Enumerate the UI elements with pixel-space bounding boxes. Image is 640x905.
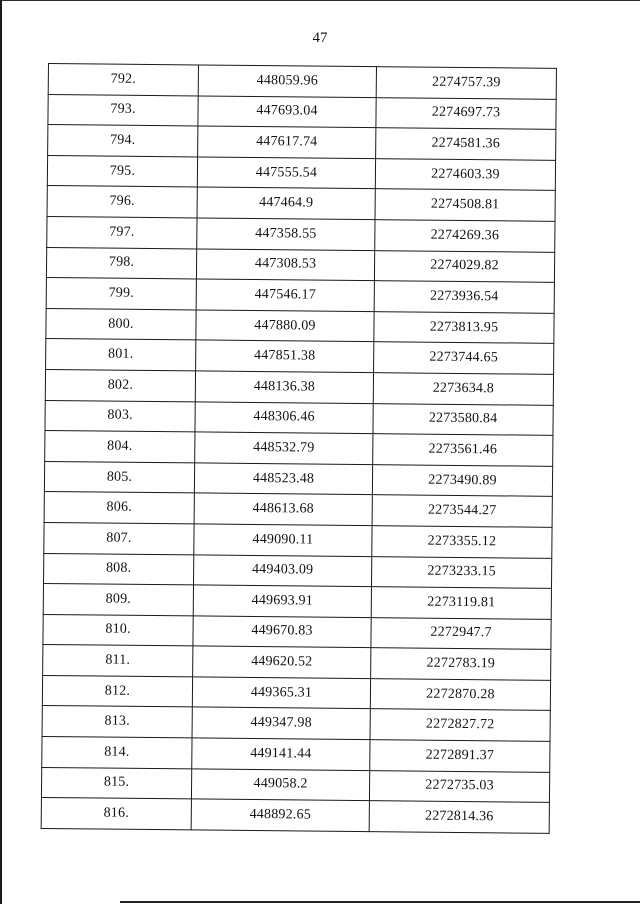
table-row <box>41 767 549 802</box>
point-number-cell: 810. <box>43 614 193 646</box>
y-coordinate-cell: 2273490.89 <box>372 464 552 496</box>
y-coordinate-cell: 2274757.39 <box>376 67 556 99</box>
y-coordinate-cell: 2272783.19 <box>371 648 551 680</box>
point-number-cell: 805. <box>44 461 194 493</box>
x-coordinate-cell: 449403.09 <box>193 554 371 586</box>
y-coordinate-cell: 2274581.36 <box>376 128 556 160</box>
coordinates-table-wrapper <box>41 63 556 834</box>
table-row <box>43 614 551 649</box>
point-number-cell: 811. <box>43 645 193 677</box>
table-row <box>47 216 555 251</box>
x-coordinate-cell: 447546.17 <box>196 279 374 311</box>
y-coordinate-cell: 2274697.73 <box>376 97 556 129</box>
point-number-cell: 806. <box>44 492 194 524</box>
point-number-cell: 802. <box>45 369 195 401</box>
coordinates-table <box>41 63 557 834</box>
y-coordinate-cell: 2274029.82 <box>374 250 554 282</box>
table-row <box>46 247 554 282</box>
bottom-edge-rule <box>120 901 640 903</box>
coordinates-table-body <box>41 64 556 834</box>
point-number-cell: 809. <box>43 584 193 616</box>
point-number-cell: 793. <box>48 94 198 126</box>
x-coordinate-cell: 447851.38 <box>196 340 374 372</box>
x-coordinate-cell: 448892.65 <box>191 799 369 831</box>
table-row <box>46 308 554 343</box>
table-row <box>45 400 553 435</box>
y-coordinate-cell: 2272870.28 <box>370 679 550 711</box>
y-coordinate-cell: 2273119.81 <box>371 587 551 619</box>
table-row <box>44 461 552 496</box>
y-coordinate-cell: 2273936.54 <box>374 281 554 313</box>
y-coordinate-cell: 2272735.03 <box>369 770 549 802</box>
x-coordinate-cell: 449620.52 <box>193 646 371 678</box>
point-number-cell: 803. <box>45 400 195 432</box>
point-number-cell: 798. <box>46 247 196 279</box>
table-row <box>48 94 556 129</box>
table-row <box>43 584 551 619</box>
x-coordinate-cell: 449670.83 <box>193 616 371 648</box>
table-row <box>46 339 554 374</box>
y-coordinate-cell: 2273744.65 <box>374 342 554 374</box>
point-number-cell: 807. <box>44 522 194 554</box>
x-coordinate-cell: 448306.46 <box>195 401 373 433</box>
x-coordinate-cell: 447358.55 <box>197 218 375 250</box>
point-number-cell: 794. <box>48 125 198 157</box>
table-row <box>44 553 552 588</box>
x-coordinate-cell: 447308.53 <box>196 248 374 280</box>
y-coordinate-cell: 2274269.36 <box>375 220 555 252</box>
point-number-cell: 801. <box>46 339 196 371</box>
x-coordinate-cell: 448532.79 <box>195 432 373 464</box>
x-coordinate-cell: 449090.11 <box>194 524 372 556</box>
x-coordinate-cell: 448059.96 <box>198 65 376 97</box>
y-coordinate-cell: 2273813.95 <box>374 311 554 343</box>
table-row <box>43 645 551 680</box>
table-row <box>42 675 550 710</box>
x-coordinate-cell: 449058.2 <box>191 769 369 801</box>
table-row <box>44 522 552 557</box>
table-row <box>42 737 550 772</box>
x-coordinate-cell: 448136.38 <box>195 371 373 403</box>
y-coordinate-cell: 2273580.84 <box>373 403 553 435</box>
point-number-cell: 808. <box>44 553 194 585</box>
y-coordinate-cell: 2272947.7 <box>371 617 551 649</box>
x-coordinate-cell: 449365.31 <box>192 677 370 709</box>
table-row <box>47 186 555 221</box>
table-row <box>42 706 550 741</box>
table-row <box>47 155 555 190</box>
x-coordinate-cell: 449693.91 <box>193 585 371 617</box>
y-coordinate-cell: 2273561.46 <box>373 434 553 466</box>
x-coordinate-cell: 448523.48 <box>194 463 372 495</box>
y-coordinate-cell: 2272891.37 <box>370 740 550 772</box>
table-row <box>48 64 556 99</box>
x-coordinate-cell: 447464.9 <box>197 187 375 219</box>
x-coordinate-cell: 447617.74 <box>198 126 376 158</box>
y-coordinate-cell: 2274508.81 <box>375 189 555 221</box>
y-coordinate-cell: 2273355.12 <box>372 526 552 558</box>
table-row <box>41 798 549 833</box>
point-number-cell: 815. <box>41 767 191 799</box>
y-coordinate-cell: 2273544.27 <box>372 495 552 527</box>
point-number-cell: 813. <box>42 706 192 738</box>
y-coordinate-cell: 2274603.39 <box>375 158 555 190</box>
table-row <box>48 125 556 160</box>
table-row <box>46 278 554 313</box>
table-row <box>45 431 553 466</box>
point-number-cell: 799. <box>46 278 196 310</box>
point-number-cell: 796. <box>47 186 197 218</box>
point-number-cell: 797. <box>47 216 197 248</box>
point-number-cell: 814. <box>42 737 192 769</box>
x-coordinate-cell: 447880.09 <box>196 310 374 342</box>
x-coordinate-cell: 449141.44 <box>192 738 370 770</box>
point-number-cell: 800. <box>46 308 196 340</box>
x-coordinate-cell: 447693.04 <box>198 96 376 128</box>
x-coordinate-cell: 448613.68 <box>194 493 372 525</box>
point-number-cell: 804. <box>45 431 195 463</box>
y-coordinate-cell: 2273634.8 <box>373 373 553 405</box>
table-row <box>44 492 552 527</box>
point-number-cell: 816. <box>41 798 191 830</box>
point-number-cell: 792. <box>48 64 198 96</box>
page-number: 47 <box>312 30 328 46</box>
table-row <box>45 369 553 404</box>
y-coordinate-cell: 2272814.36 <box>369 801 549 833</box>
y-coordinate-cell: 2272827.72 <box>370 709 550 741</box>
x-coordinate-cell: 449347.98 <box>192 707 370 739</box>
x-coordinate-cell: 447555.54 <box>197 157 375 189</box>
y-coordinate-cell: 2273233.15 <box>371 556 551 588</box>
point-number-cell: 795. <box>47 155 197 187</box>
point-number-cell: 812. <box>42 675 192 707</box>
